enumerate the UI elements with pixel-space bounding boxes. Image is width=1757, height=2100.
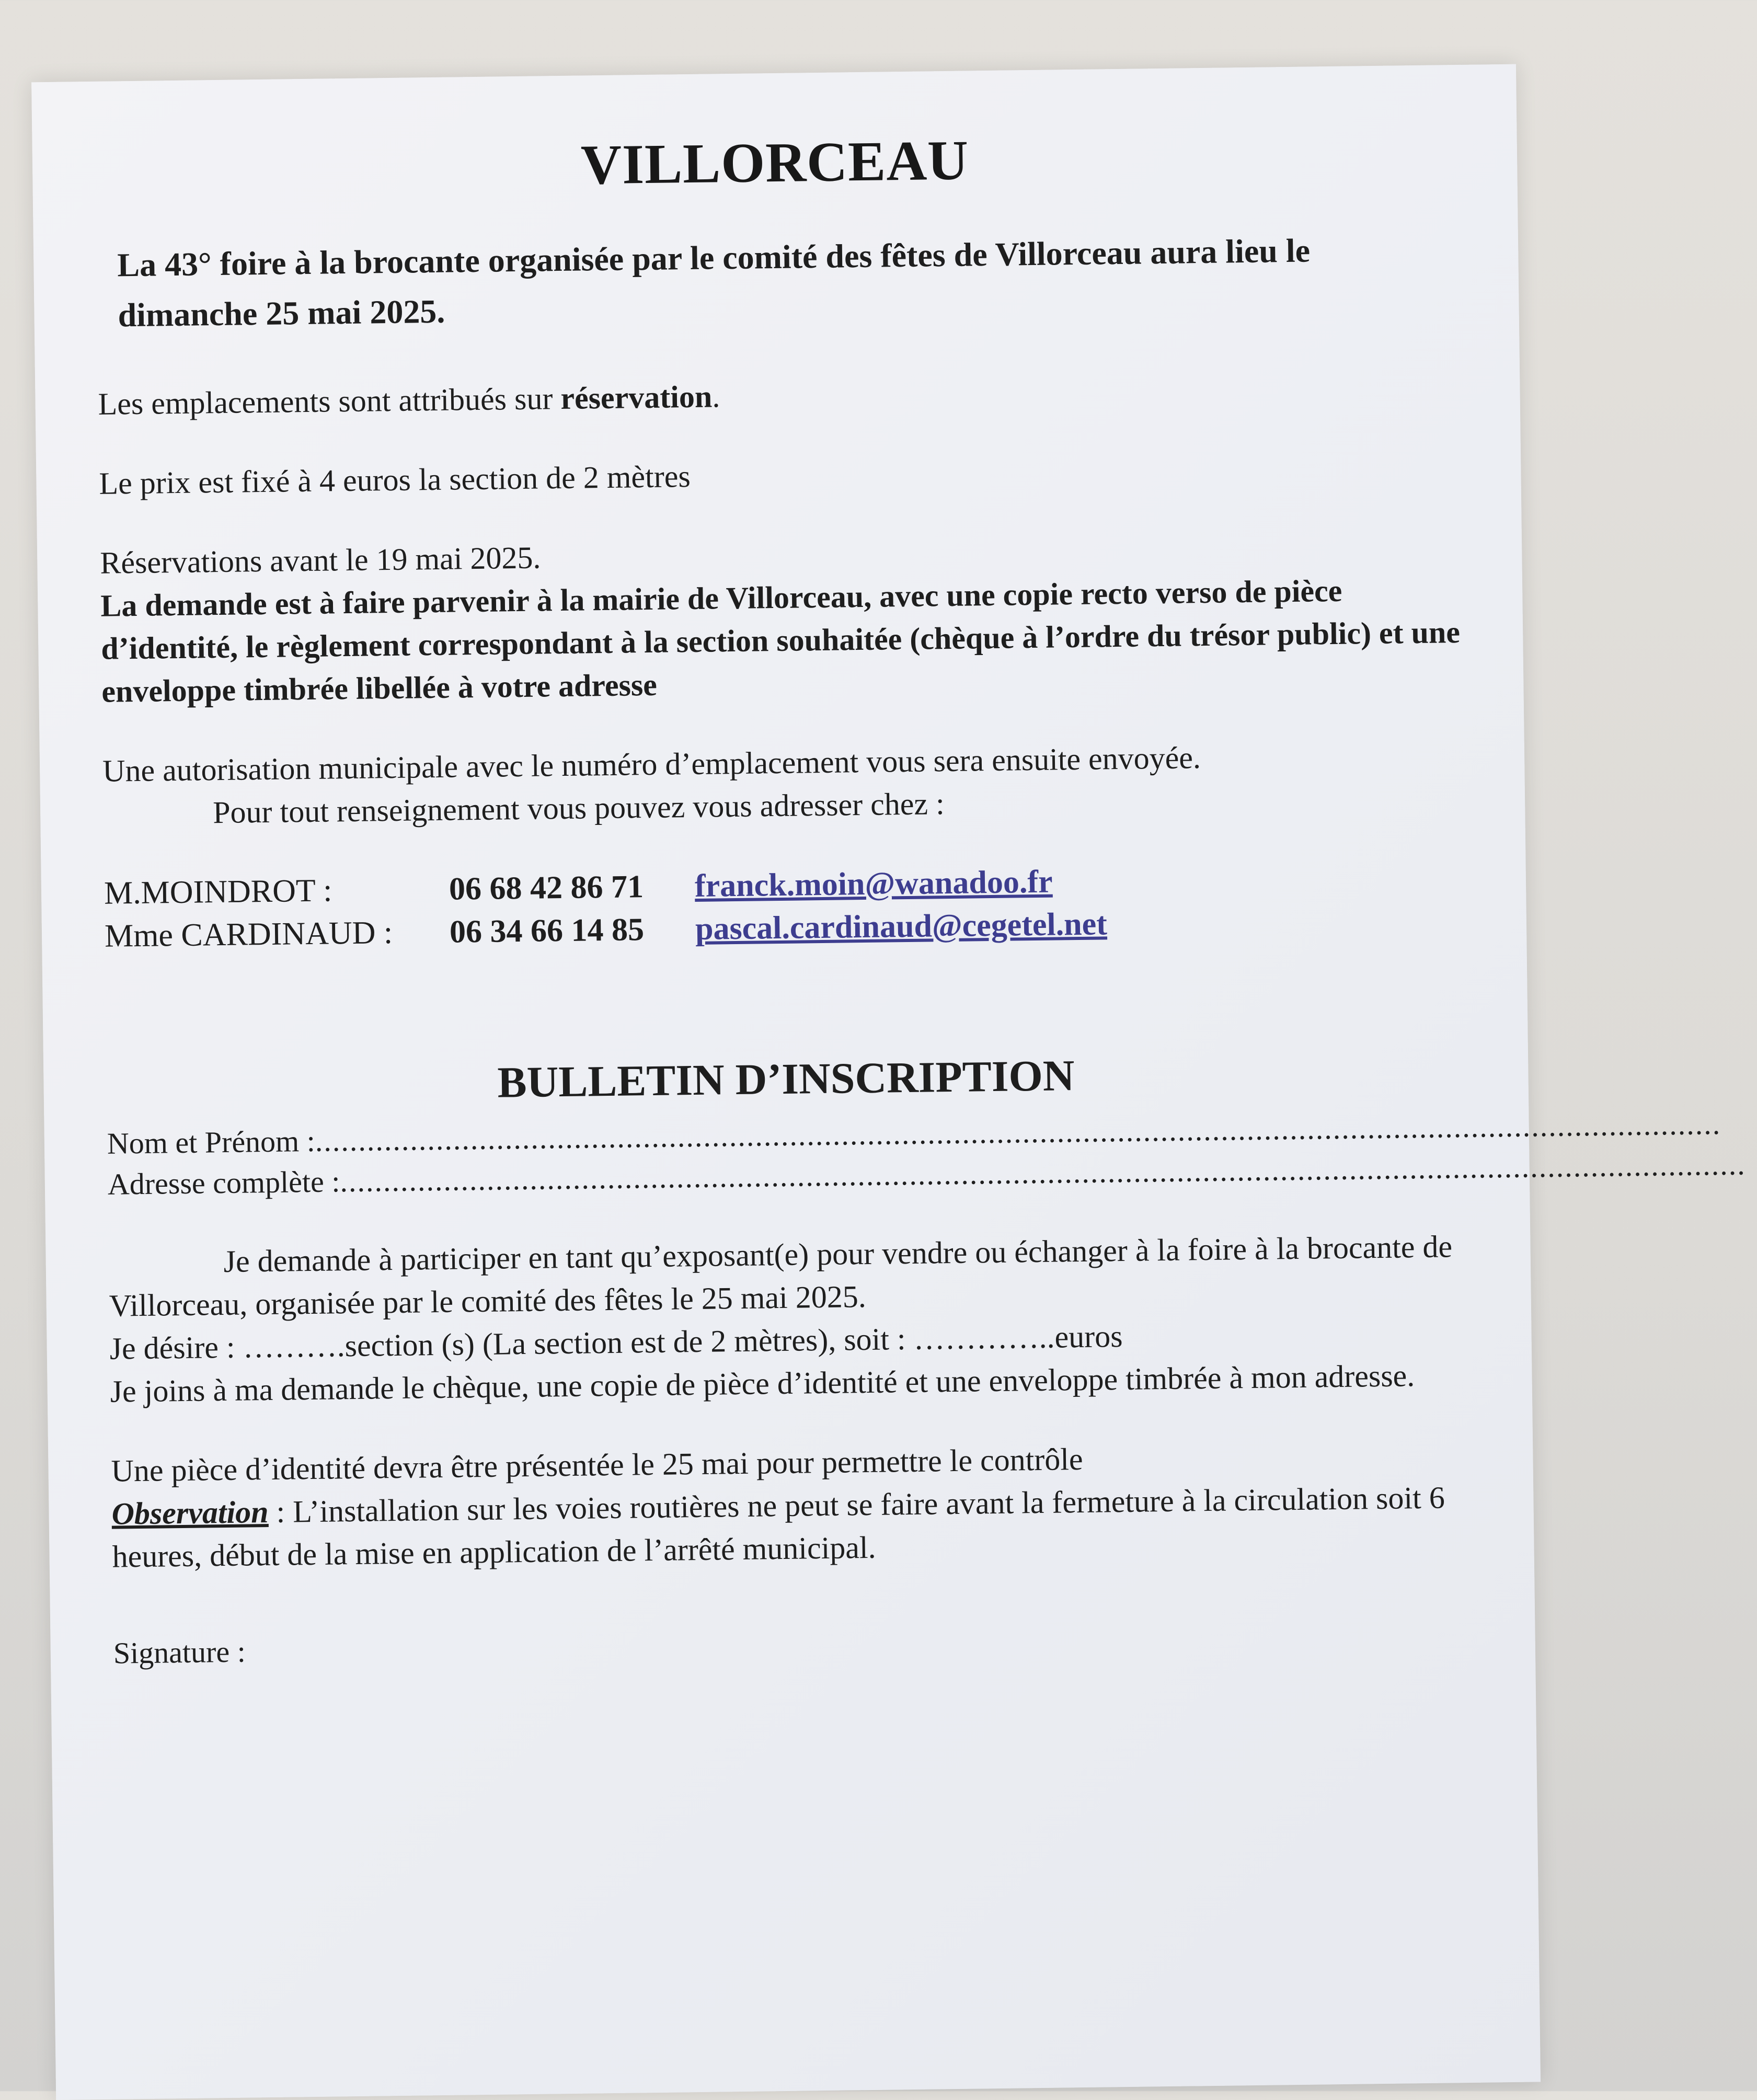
autorisation-text: Une autorisation municipale avec le numéro d’emplacement vous sera ensuite envoyée. (102, 740, 1201, 788)
participation-text: Je demande à participer en tant qu’exposant(e) pour vendre ou échanger à la foire à la brocante de Villorceau, organisée par le comité des fêtes le 25 mai 2025. (109, 1229, 1453, 1323)
bulletin-title: BULLETIN D’INSCRIPTION (497, 1051, 1075, 1107)
prix-text: Le prix est fixé à 4 euros la section de 2 mètres (99, 459, 691, 501)
contact-phone: 06 34 66 14 85 (449, 912, 645, 950)
contact-name: M.MOINDROT : (104, 873, 332, 911)
contact-name: Mme CARDINAUD : (104, 915, 393, 954)
demande-text: La demande est à faire parvenir à la mairie de Villorceau, avec une copie recto verso de pièce d’identité, le règlement correspondant à la section souhaitée (chèque à l’ordre du trésor public) et une enveloppe timbrée libellée à votre adresse (100, 573, 1461, 709)
adresse-dots: ................................................................................................................................................................... (339, 1147, 1747, 1199)
sections-blank[interactable]: ………. (243, 1328, 346, 1364)
desire-end: euros (1054, 1319, 1123, 1355)
contact-email-link[interactable]: pascal.cardinaud@cegetel.net (695, 906, 1108, 947)
contact-email-link[interactable]: franck.moin@wanadoo.fr (694, 864, 1053, 904)
nom-dots: ................................................................................................................................................................... (315, 1107, 1721, 1158)
observation-label: Observation (111, 1495, 269, 1531)
contact-phone: 06 68 42 86 71 (449, 869, 644, 907)
reservation-word: réservation (560, 379, 713, 416)
flyer-content (95, 122, 1747, 1671)
joins-text: Je joins à ma demande le chèque, une copie de pièce d’identité et une enveloppe timbrée à mon adresse. (110, 1358, 1415, 1409)
signature-label: Signature : (113, 1634, 246, 1670)
desire-middle: section (s) (La section est de 2 mètres), soit : (344, 1321, 914, 1363)
observation-text (111, 1476, 1472, 1578)
nom-label: Nom et Prénom : (107, 1123, 316, 1161)
emplacements-end: . (711, 379, 720, 414)
piece-identite-text: Une pièce d’identité devra être présentée le 25 mai pour permettre le contrôle (111, 1441, 1083, 1488)
desire-label: Je désire : (109, 1329, 244, 1366)
flyer-paper (31, 64, 1747, 2100)
euros-blank[interactable]: ………….. (913, 1319, 1055, 1356)
page-title: VILLORCEAU (580, 129, 969, 197)
observation-body: : L’installation sur les voies routières ne peut se faire avant la fermeture à la circulation soit 6 heures, début de la mise en application de l’arrêté municipal. (112, 1480, 1445, 1574)
adresse-label: Adresse complète : (107, 1164, 340, 1201)
renseignement-text: Pour tout renseignement vous pouvez vous adresser chez : (212, 786, 945, 830)
intro-text: La 43° foire à la brocante organisée par le comité des fêtes de Villorceau aura lieu le dimanche 25 mai 2025. (117, 232, 1311, 334)
emplacements-label: Les emplacements sont attribués sur (98, 381, 561, 421)
reservations-date: Réservations avant le 19 mai 2025. (99, 540, 541, 580)
